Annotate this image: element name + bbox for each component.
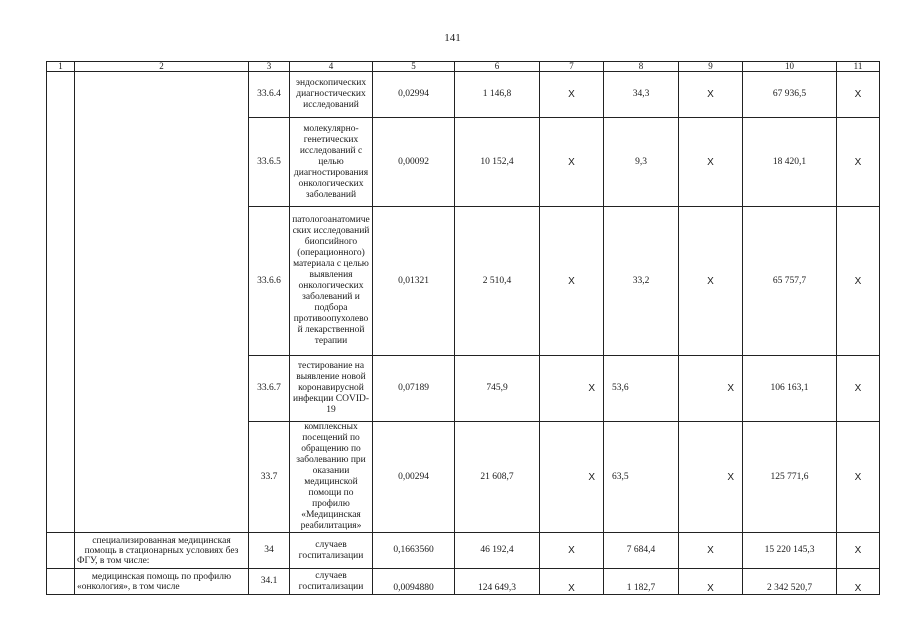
section-label: специализированная медицинская помощь в стационарных условиях без ФГУ, в том числе:: [75, 533, 249, 569]
column-number: 9: [679, 62, 743, 72]
column-number: 10: [743, 62, 837, 72]
cell-value: 2 342 520,7: [743, 569, 837, 595]
column-number: 2: [75, 62, 249, 72]
cell-value: 63,5: [604, 422, 679, 533]
column-number: 7: [540, 62, 604, 72]
cell-x-mark: X: [837, 118, 880, 207]
cell-x-mark: X: [837, 72, 880, 118]
column-number: 1: [47, 62, 75, 72]
cell-value: 0,1663560: [373, 533, 455, 569]
cell-value: 745,9: [455, 356, 540, 422]
cell-x-mark: X: [540, 533, 604, 569]
row-description: патологоанатомических исследований биопсийного (операционного) материала с целью выявления онкологических заболеваний и подбора противоопухолевой лекарственной терапии: [290, 207, 373, 356]
cell-value: 10 152,4: [455, 118, 540, 207]
cell-x-mark: X: [679, 356, 743, 422]
cell-x-mark: X: [679, 533, 743, 569]
column-number: 11: [837, 62, 880, 72]
cell-x-mark: X: [837, 207, 880, 356]
cell-value: 2 510,4: [455, 207, 540, 356]
cell-value: 7 684,4: [604, 533, 679, 569]
cell-x-mark: X: [837, 569, 880, 595]
row-code: 33.6.6: [249, 207, 290, 356]
cell-value: 125 771,6: [743, 422, 837, 533]
row-code: 34: [249, 533, 290, 569]
cell-x-mark: X: [837, 533, 880, 569]
cell-x-mark: X: [540, 422, 604, 533]
column-number: 6: [455, 62, 540, 72]
cell-x-mark: X: [837, 356, 880, 422]
row-code: 33.6.4: [249, 72, 290, 118]
table-row: [47, 533, 880, 569]
cell-x-mark: X: [679, 569, 743, 595]
cell-value: 0,00294: [373, 422, 455, 533]
cell-value: 106 163,1: [743, 356, 837, 422]
cell-value: 0,02994: [373, 72, 455, 118]
cell-x-mark: X: [540, 72, 604, 118]
cell-x-mark: X: [679, 118, 743, 207]
empty-cell: [75, 72, 249, 533]
column-number-row: [47, 62, 880, 72]
empty-cell: [47, 72, 75, 533]
table-row: [47, 569, 880, 595]
cell-value: 0,0094880: [373, 569, 455, 595]
row-description: случаев госпитализации: [290, 533, 373, 569]
cell-value: 34,3: [604, 72, 679, 118]
row-code: 34.1: [249, 569, 290, 595]
cell-x-mark: X: [540, 118, 604, 207]
cell-value: 1 182,7: [604, 569, 679, 595]
empty-cell: [47, 533, 75, 569]
row-description: эндоскопических диагностических исследований: [290, 72, 373, 118]
row-code: 33.6.7: [249, 356, 290, 422]
cell-value: 15 220 145,3: [743, 533, 837, 569]
row-code: 33.6.5: [249, 118, 290, 207]
cell-value: 0,00092: [373, 118, 455, 207]
cell-value: 46 192,4: [455, 533, 540, 569]
cell-x-mark: X: [540, 207, 604, 356]
row-description: случаев госпитализации: [290, 569, 373, 595]
data-table: [46, 61, 880, 595]
row-description: молекулярно-генетических исследований с целью диагностирования онкологических заболеваний: [290, 118, 373, 207]
cell-x-mark: X: [540, 356, 604, 422]
column-number: 8: [604, 62, 679, 72]
cell-x-mark: X: [837, 422, 880, 533]
table-row: [47, 72, 880, 118]
cell-x-mark: X: [679, 422, 743, 533]
cell-x-mark: X: [679, 72, 743, 118]
cell-value: 33,2: [604, 207, 679, 356]
cell-value: 0,07189: [373, 356, 455, 422]
cell-value: 67 936,5: [743, 72, 837, 118]
cell-value: 21 608,7: [455, 422, 540, 533]
cell-value: 9,3: [604, 118, 679, 207]
column-number: 3: [249, 62, 290, 72]
cell-value: 18 420,1: [743, 118, 837, 207]
column-number: 5: [373, 62, 455, 72]
page-number: 141: [444, 32, 461, 44]
empty-cell: [47, 569, 75, 595]
row-code: 33.7: [249, 422, 290, 533]
cell-value: 53,6: [604, 356, 679, 422]
cell-x-mark: X: [679, 207, 743, 356]
cell-value: 0,01321: [373, 207, 455, 356]
column-number: 4: [290, 62, 373, 72]
cell-value: 65 757,7: [743, 207, 837, 356]
section-label: медицинская помощь по профилю «онкология», в том числе: [75, 569, 249, 595]
row-description: комплексных посещений по обращению по заболеванию при оказании медицинской помощи по профилю «Медицинская реабилитация»: [290, 422, 373, 533]
cell-x-mark: X: [540, 569, 604, 595]
cell-value: 124 649,3: [455, 569, 540, 595]
cell-value: 1 146,8: [455, 72, 540, 118]
row-description: тестирование на выявление новой коронавирусной инфекции COVID-19: [290, 356, 373, 422]
